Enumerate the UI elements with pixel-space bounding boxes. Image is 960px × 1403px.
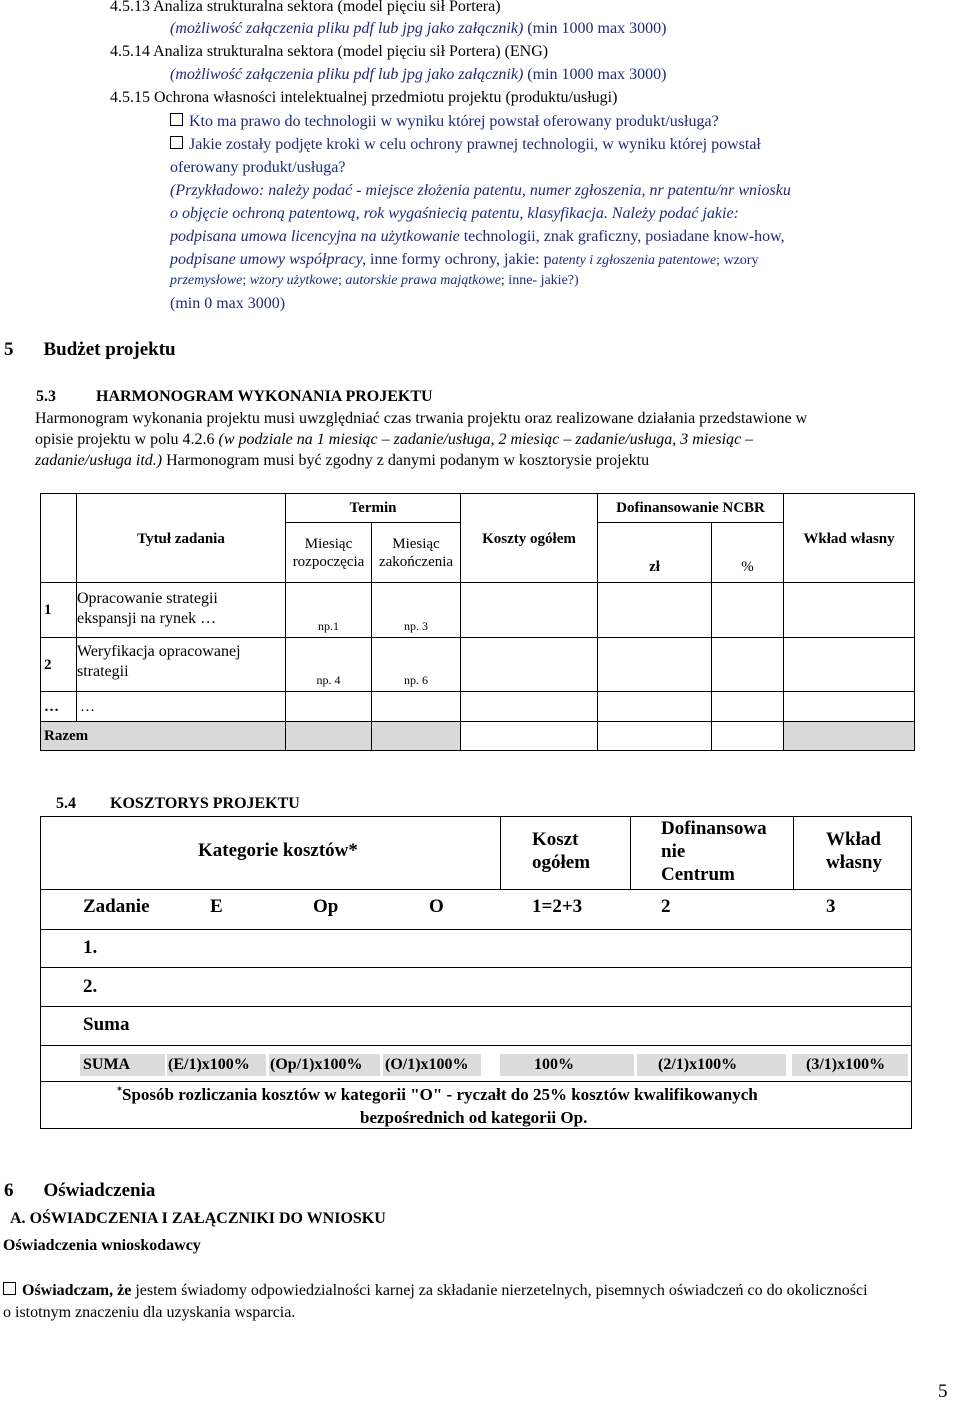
kosztorys-zadanie: Zadanie <box>83 896 150 917</box>
row-start: np. 4 <box>286 638 372 692</box>
harmonogram-table <box>40 493 915 751</box>
header-pct: % <box>712 523 784 583</box>
hint-line-5: przemysłowe; wzory użytkowe; autorskie prawa majątkowe; inne- jakie?) <box>170 273 579 288</box>
kosztorys-table <box>40 816 912 1129</box>
row-end: np. 3 <box>372 583 461 638</box>
checkbox-icon[interactable] <box>170 136 183 149</box>
row-title: Weryfikacja opracowanej strategii <box>77 638 286 692</box>
kosztorys-col-3: 3 <box>826 896 836 917</box>
section-5-3-heading: 5.3 HARMONOGRAM WYKONANIA PROJEKTU <box>36 388 433 405</box>
harmonogram-desc-1: Harmonogram wykonania projektu musi uwzględniać czas trwania projektu oraz realizowane działania przedstawione w <box>35 410 808 427</box>
section-4-5-14-heading: 4.5.14 Analiza strukturalna sektora (model pięciu sił Portera) (ENG) <box>110 43 549 60</box>
kosztorys-col-2: 2 <box>661 896 671 917</box>
header-no <box>41 494 77 583</box>
oswiadczenie-line-2: o istotnym znaczeniu dla uzyskania wsparcia. <box>3 1304 296 1321</box>
table-row: … … <box>41 692 915 722</box>
sum-op: (Op/1)x100% <box>270 1056 363 1073</box>
row-no: 1 <box>41 583 77 638</box>
checkbox-icon[interactable] <box>170 113 183 126</box>
row-start: np.1 <box>286 583 372 638</box>
header-month-start: Miesiąc rozpoczęcia <box>286 523 372 583</box>
kosztorys-row-1: 1. <box>83 937 98 958</box>
oswiadczenie-line-1: Oświadczam, że jestem świadomy odpowiedzialności karnej za składanie nierzetelnych, pisemnych oświadczeń co do okoliczności <box>3 1282 868 1300</box>
kosztorys-suma: Suma <box>83 1014 130 1035</box>
row-end: np. 6 <box>372 638 461 692</box>
sum-3: (3/1)x100% <box>806 1056 886 1073</box>
question-ip-owner: Kto ma prawo do technologii w wyniku której powstał oferowany produkt/usługa? <box>170 113 719 131</box>
hint-line-1: (Przykładowo: należy podać - miejsce złożenia patentu, numer zgłoszenia, nr patentu/nr wniosku <box>170 182 791 199</box>
section-6-heading: 6 Oświadczenia <box>4 1180 156 1201</box>
sum-total: 100% <box>534 1056 574 1073</box>
row-title: Opracowanie strategii ekspansji na rynek … <box>77 583 286 638</box>
kosztorys-header-dofinansowanie: Dofinansowa nie Centrum <box>661 818 767 885</box>
row-no: 2 <box>41 638 77 692</box>
kosztorys-header-kategorie: Kategorie kosztów* <box>198 840 358 861</box>
kosztorys-row-2: 2. <box>83 976 98 997</box>
sum-e: (E/1)x100% <box>168 1056 250 1073</box>
table-row <box>41 583 915 638</box>
header-wklad: Wkład własny <box>784 494 915 583</box>
question-legal-protection: Jakie zostały podjęte kroki w celu ochrony prawnej technologii, w wyniku której powstał <box>170 136 761 154</box>
question-legal-protection-cont: oferowany produkt/usługa? <box>170 159 346 176</box>
section-4-5-13-note: (możliwość załączenia pliku pdf lub jpg jako załącznik) (min 1000 max 3000) <box>170 20 667 37</box>
kosztorys-footnote-1: *Sposób rozliczania kosztów w kategorii "O" - ryczałt do 25% kosztów kwalifikowanych <box>117 1085 758 1104</box>
section-a-heading: A. OŚWIADCZENIA I ZAŁĄCZNIKI DO WNIOSKU <box>10 1210 386 1227</box>
page-number: 5 <box>938 1381 948 1402</box>
kosztorys-formula: 1=2+3 <box>532 896 583 917</box>
hint-line-2: o objęcie ochroną patentową, rok wygaśniecią patentu, klasyfikacja. Należy podać jakie: <box>170 205 739 222</box>
table-row <box>41 638 915 692</box>
razem-label: Razem <box>41 722 286 751</box>
harmonogram-desc-3: zadanie/usługa itd.) Harmonogram musi być zgodny z danymi podanym w kosztorysie projektu <box>35 452 650 469</box>
kosztorys-col-op: Op <box>313 896 339 917</box>
sum-o: (O/1)x100% <box>385 1056 469 1073</box>
oswiadczenia-wnioskodawcy: Oświadczenia wnioskodawcy <box>3 1237 201 1254</box>
section-4-5-15-limit: (min 0 max 3000) <box>170 295 286 312</box>
section-4-5-15-heading: 4.5.15 Ochrona własności intelektualnej przedmiotu projektu (produktu/usługi) <box>110 89 618 106</box>
header-zl: zł <box>598 523 712 583</box>
header-termin: Termin <box>286 494 461 523</box>
harmonogram-desc-2: opisie projektu w polu 4.2.6 (w podziale na 1 miesiąc – zadanie/usługa, 2 miesiąc – zadanie/usługa, 3 miesiąc – <box>35 431 754 448</box>
section-5-heading: 5 Budżet projektu <box>4 339 176 360</box>
checkbox-icon[interactable] <box>3 1282 16 1295</box>
kosztorys-col-o: O <box>429 896 444 917</box>
section-4-5-13-heading: 4.5.13 Analiza strukturalna sektora (model pięciu sił Portera) <box>110 0 501 15</box>
sum-2: (2/1)x100% <box>658 1056 738 1073</box>
header-dofinansowanie: Dofinansowanie NCBR <box>598 494 784 523</box>
kosztorys-footnote-2: bezpośrednich od kategorii Op. <box>360 1108 588 1127</box>
section-5-4-heading: 5.4 KOSZTORYS PROJEKTU <box>56 795 300 812</box>
hint-line-4: podpisane umowy współpracy, inne formy ochrony, jakie: patenty i zgłoszenia patentowe; wzory <box>170 251 759 268</box>
sum-label: SUMA <box>83 1056 131 1073</box>
kosztorys-header-koszt: Koszt ogółem <box>532 829 591 873</box>
section-4-5-14-note: (możliwość załączenia pliku pdf lub jpg jako załącznik) (min 1000 max 3000) <box>170 66 667 83</box>
kosztorys-header-wklad: Wkład własny <box>826 829 882 873</box>
header-koszty: Koszty ogółem <box>461 494 598 583</box>
kosztorys-col-e: E <box>210 896 223 917</box>
header-month-end: Miesiąc zakończenia <box>372 523 461 583</box>
header-tytul: Tytuł zadania <box>77 494 286 583</box>
razem-row <box>41 722 915 751</box>
hint-line-3: podpisana umowa licencyjna na użytkowanie technologii, znak graficzny, posiadane know-how, <box>170 228 785 245</box>
